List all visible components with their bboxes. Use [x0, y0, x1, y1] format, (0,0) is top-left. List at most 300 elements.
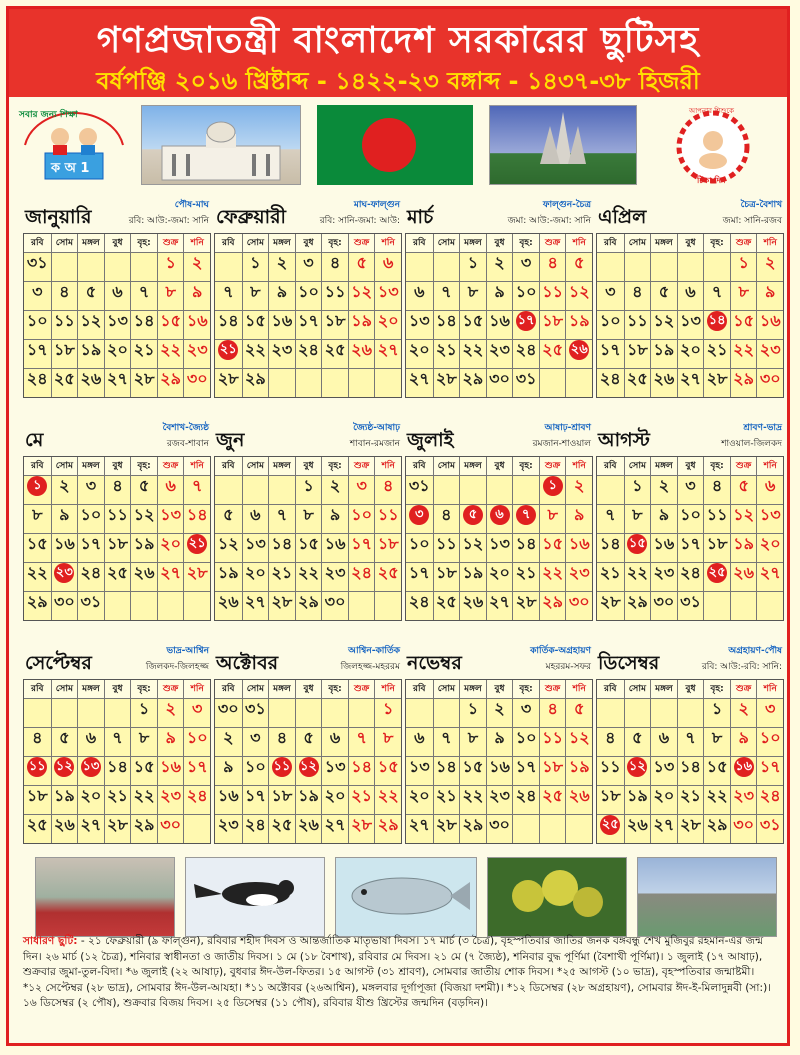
day-cell [268, 505, 295, 533]
day-cell [268, 282, 295, 310]
notes-text: - ২১ ফেব্রুয়ারী (৯ ফাল্গুন), রবিবার শহীদ দিবস ও আন্তর্জাতিক মাতৃভাষা দিবস। ১৭ মার্চ (৩ চৈত্র), বৃহস্পতিবার জাতির জনক বঙ্গবন্ধু শেখ মুজিবুর রহমান-এর জন্ম দিন। ২৬ মার্চ (১২ চৈত্র), শনিবার স্বাধীনতা ও জাতীয় দিবস। ১ মে (১৮ বৈশাখ), রবিবার মে দিবস। ২১ মে (৭ জ্যৈষ্ঠ), শনিবার বুদ্ধ পূর্ণিমা (বৈশাখী পূর্ণিমা)। ১ জুলাই (১৭ আষাঢ়), শুক্রবার জুমা-তুল-বিদা। *৬ জুলাই (২২ আষাঢ়), বুধবার ঈদ-উল-ফিতর। ১৫ আগস্ট (৩১ শ্রাবণ), সোমবার জাতীয় শোক দিবস। *২৫ আগস্ট (১০ ভাদ্র), বৃহস্পতিবার জন্মাষ্টমী। *১২ সেপ্টেম্বর (২৮ ভাদ্র), সোমবার ঈদ-উল-আযহা। *১১ অক্টোবর (২৬আশ্বিন), মঙ্গলবার দূর্গাপূজা (বিজয়া দশমী)। *১২ ডিসেম্বর (২৮ অগ্রহায়ণ), সোমবার ঈদ-ই-মিলাদুন্নবী (সা:)। ১৬ ডিসেম্বর (২ পৌষ), শুক্রবার বিজয় দিবস। ২৫ ডিসেম্বর (১১ পৌষ), রবিবার যীশু খ্রিস্টের জন্মদিন (বড়দিন)। [23, 935, 771, 1009]
date-number: ১ [467, 253, 479, 272]
day-cell [24, 757, 51, 785]
day-cell [374, 534, 401, 562]
day-cell [157, 699, 184, 727]
weekday-label: শনি [565, 457, 592, 475]
day-cell [321, 534, 348, 562]
day-cell [51, 786, 78, 814]
weekday-label: রবি [413, 684, 426, 694]
day-cell [565, 563, 592, 591]
day-cell [295, 699, 322, 727]
week-row [597, 533, 783, 562]
date-number: ১৮ [599, 786, 621, 805]
date-number: ৩০ [653, 592, 675, 611]
day-cell [295, 563, 322, 591]
weekday-label: শনি [374, 234, 401, 252]
day-cell [374, 282, 401, 310]
day-cell [268, 757, 295, 785]
date-number: ২৭ [653, 815, 675, 834]
date-number: ২৯ [133, 815, 155, 834]
date-number: ২১ [515, 563, 537, 582]
date-number: ২২ [542, 563, 564, 582]
weekday-label: শনি [374, 457, 401, 475]
day-cell [157, 311, 184, 339]
day-cell [51, 311, 78, 339]
week-row [597, 756, 783, 785]
date-number: ১৮ [542, 757, 564, 776]
date-number: ১৫ [706, 757, 728, 776]
day-cell [130, 311, 157, 339]
holiday-date: ২৩ [54, 563, 74, 583]
date-number: ১৫ [298, 534, 319, 553]
week-row [406, 368, 592, 397]
day-cell [459, 757, 486, 785]
date-number: ২৮ [680, 815, 701, 834]
day-cell [268, 699, 295, 727]
date-number: ২ [329, 476, 341, 495]
day-cell [486, 757, 513, 785]
date-number: ৬ [414, 282, 425, 301]
date-number: ২১ [107, 786, 128, 805]
day-cell [130, 592, 157, 620]
day-cell [539, 592, 566, 620]
date-number: ২৪ [186, 786, 208, 805]
date-number: ৬ [112, 282, 123, 301]
hijri-months: জিলকদ-জিলহজ্জ [145, 662, 209, 672]
month-header [405, 197, 593, 233]
title-band [9, 9, 787, 97]
hijri-months: শাওয়াল-জিলকদ [721, 439, 782, 449]
date-number: ২৬ [351, 340, 373, 359]
hijri-months: জমা: সানি-রজব [722, 216, 782, 226]
week-row [597, 814, 783, 843]
date-number: ২৯ [26, 592, 48, 611]
bangla-months: আশ্বিন-কার্তিক [348, 646, 400, 656]
date-number: ১৯ [568, 757, 590, 776]
date-number: ৩১ [515, 369, 537, 388]
holiday-date: ১২ [299, 757, 319, 777]
date-number: ১৬ [489, 757, 510, 776]
day-cell [730, 592, 757, 620]
day-cell [597, 563, 624, 591]
weekday-label: শনি [565, 234, 592, 252]
day-cell [650, 815, 677, 843]
date-number: ৩ [520, 699, 532, 718]
day-cell [77, 786, 104, 814]
day-cell [433, 563, 460, 591]
date-number: ৫ [738, 476, 749, 495]
month-header [405, 420, 593, 456]
day-cell [406, 592, 433, 620]
day-cell [77, 253, 104, 281]
date-number: ২৮ [217, 369, 239, 388]
date-number: ৮ [250, 282, 261, 301]
day-cell [406, 476, 433, 504]
date-number: ১০ [351, 505, 373, 524]
day-cell [459, 728, 486, 756]
date-number: ১৬ [160, 757, 182, 776]
day-cell [242, 534, 269, 562]
date-number: ২৬ [298, 815, 319, 834]
day-cell [295, 282, 322, 310]
date-number: ১৬ [186, 311, 208, 330]
weekday-label: বৃহ: [321, 234, 348, 252]
date-number: ১৬ [759, 311, 781, 330]
weekday-label: সোম [242, 457, 269, 475]
day-cell [24, 369, 51, 397]
date-number: ১০ [759, 728, 781, 747]
day-cell [406, 282, 433, 310]
date-number: ৫ [223, 505, 234, 524]
day-cell [242, 592, 269, 620]
date-number: ২৪ [408, 592, 430, 611]
date-number: ২৭ [377, 340, 399, 359]
day-cell [512, 369, 539, 397]
date-number: ২৬ [80, 369, 102, 388]
date-number: ১৮ [626, 340, 648, 359]
week-row [215, 475, 401, 504]
date-number: ৭ [276, 505, 288, 524]
week-row [406, 475, 592, 504]
date-number: ২৮ [107, 815, 128, 834]
date-number: ২৬ [568, 786, 590, 805]
day-cell [459, 311, 486, 339]
day-cell [374, 369, 401, 397]
day-cell [348, 699, 375, 727]
day-cell [756, 505, 783, 533]
vaccination-badge [649, 105, 777, 185]
date-number: ২০ [244, 563, 266, 582]
date-number: ২৭ [759, 563, 781, 582]
date-number: ৫ [632, 728, 643, 747]
week-row [597, 698, 783, 727]
date-number: ১১ [53, 311, 75, 330]
date-number: ৯ [765, 282, 776, 301]
holiday-date: ১ [27, 476, 47, 496]
week-row [24, 533, 210, 562]
date-number: ১৪ [133, 311, 155, 330]
date-number: ২০ [408, 340, 430, 359]
bangla-months: অগ্রহায়ণ-পৌষ [728, 646, 782, 656]
jackfruit-photo [487, 857, 627, 937]
date-number: ২১ [271, 563, 293, 582]
day-cell [756, 311, 783, 339]
day-cell [677, 311, 704, 339]
date-number: ৯ [59, 505, 70, 524]
day-cell [433, 282, 460, 310]
day-cell [539, 253, 566, 281]
day-cell [459, 476, 486, 504]
day-cell [24, 563, 51, 591]
date-number: ২৫ [53, 369, 75, 388]
day-cell [677, 563, 704, 591]
weekday-label: শনি [756, 457, 783, 475]
day-cell [406, 253, 433, 281]
day-cell [703, 340, 730, 368]
date-number: ১৪ [680, 757, 701, 776]
date-number: ২৮ [186, 563, 208, 582]
month-name: এপ্রিল [598, 206, 647, 228]
day-cell [215, 786, 242, 814]
day-cell [459, 534, 486, 562]
date-number: ৩ [605, 282, 616, 301]
day-cell [624, 815, 651, 843]
date-number: ১৬ [568, 534, 590, 553]
date-number: ৩০ [186, 369, 208, 388]
day-cell [512, 786, 539, 814]
holiday-date: ৩ [409, 505, 429, 525]
day-cell [512, 340, 539, 368]
date-number: ২৫ [271, 815, 293, 834]
day-cell [348, 369, 375, 397]
date-number: ২৪ [680, 563, 701, 582]
date-number: ২ [494, 699, 505, 718]
holiday-date: ২৬ [569, 340, 589, 360]
month-block [596, 643, 784, 844]
weekday-label: শনি [183, 457, 210, 475]
day-cell [730, 476, 757, 504]
day-cell [374, 505, 401, 533]
day-cell [268, 534, 295, 562]
date-number: ২৮ [133, 369, 155, 388]
day-cell [295, 815, 322, 843]
holiday-date: ১১ [27, 757, 47, 777]
day-cell [104, 340, 131, 368]
education-badge-text: সবার জন্য শিক্ষা [19, 110, 78, 120]
day-cell [650, 699, 677, 727]
day-cell [756, 728, 783, 756]
weekday-label: মঙ্গল [650, 234, 677, 252]
day-cell [268, 311, 295, 339]
month-header [214, 643, 402, 679]
weekday-label: বৃহ: [321, 457, 348, 475]
weekday-label: বুধ [677, 457, 704, 475]
week-row [215, 756, 401, 785]
day-cell [756, 757, 783, 785]
date-number: ৯ [494, 282, 505, 301]
date-number: ২৩ [568, 563, 590, 582]
month-block [23, 197, 211, 398]
date-number: ৩১ [26, 253, 48, 272]
holiday-date: ১১ [272, 757, 292, 777]
day-cell [650, 563, 677, 591]
date-number: ২০ [680, 340, 701, 359]
hijri-months: রবি: আউ:-রবি: সানি: [701, 662, 782, 672]
date-number: ১০ [680, 505, 701, 524]
day-cell [597, 786, 624, 814]
day-cell [157, 815, 184, 843]
day-cell [51, 563, 78, 591]
day-cell [242, 563, 269, 591]
date-number: ২৪ [351, 563, 373, 582]
week-row [597, 785, 783, 814]
day-cell [374, 757, 401, 785]
day-cell [348, 563, 375, 591]
date-number: ৪ [547, 699, 558, 718]
day-cell [539, 757, 566, 785]
day-cell [104, 476, 131, 504]
day-cell [77, 476, 104, 504]
week-row [597, 310, 783, 339]
header-images [9, 105, 787, 189]
date-number: ১৮ [435, 563, 457, 582]
week-row [215, 698, 401, 727]
weekday-label: বুধ [295, 457, 322, 475]
day-cell [295, 786, 322, 814]
bird-icon [186, 858, 324, 930]
weekday-label: শনি [565, 680, 592, 698]
day-cell [104, 592, 131, 620]
date-number: ১৮ [377, 534, 399, 553]
weekday-label: সোম [433, 234, 460, 252]
day-cell [512, 505, 539, 533]
weekday-header [215, 680, 401, 698]
date-number: ৭ [441, 282, 452, 301]
day-cell [77, 311, 104, 339]
month-header [596, 643, 784, 679]
hilsa-fish-photo [335, 857, 477, 937]
date-number: ১৭ [186, 757, 208, 776]
day-cell [512, 592, 539, 620]
month-block [405, 643, 593, 844]
date-number: ২৮ [515, 592, 537, 611]
date-number: ২২ [133, 786, 155, 805]
weekday-label: শনি [183, 680, 210, 698]
day-cell [157, 563, 184, 591]
day-cell [650, 282, 677, 310]
vaccine-badge-bottom: টিকা দিন [697, 176, 726, 185]
day-cell [374, 253, 401, 281]
day-cell [295, 311, 322, 339]
day-cell [157, 476, 184, 504]
day-cell [374, 699, 401, 727]
day-cell [215, 592, 242, 620]
date-number: ২৬ [733, 563, 755, 582]
day-cell [104, 282, 131, 310]
vaccine-badge-top: আপনার শিশুকে [689, 107, 735, 115]
day-cell [215, 757, 242, 785]
date-number: ১৫ [542, 534, 564, 553]
bangla-months: জ্যৈষ্ঠ-আষাঢ় [353, 423, 400, 433]
day-cell [677, 369, 704, 397]
day-cell [486, 369, 513, 397]
day-cell [703, 534, 730, 562]
date-number: ২২ [244, 340, 266, 359]
date-number: ১৭ [408, 563, 430, 582]
day-cell [104, 311, 131, 339]
fish-icon [336, 858, 476, 930]
date-number: ১২ [80, 311, 102, 330]
day-cell [215, 534, 242, 562]
date-number: ২৬ [626, 815, 648, 834]
date-number: ২১ [133, 340, 155, 359]
date-number: ১৬ [653, 534, 675, 553]
weekday-label: বুধ [486, 234, 513, 252]
day-cell [730, 699, 757, 727]
date-number: ১১ [324, 282, 346, 301]
day-cell [565, 815, 592, 843]
date-number: ১৯ [462, 563, 484, 582]
week-row [24, 591, 210, 620]
month-header [23, 643, 211, 679]
day-cell [321, 253, 348, 281]
date-number: ১১ [706, 505, 728, 524]
weekday-label: শনি [374, 680, 401, 698]
day-cell [650, 592, 677, 620]
weekday-label: মঙ্গল [77, 680, 104, 698]
day-cell [77, 592, 104, 620]
day-cell [565, 728, 592, 756]
day-cell [242, 253, 269, 281]
date-number: ৩ [520, 253, 532, 272]
date-number: ২০ [653, 786, 675, 805]
date-number: ২৮ [599, 592, 621, 611]
date-number: ১৭ [351, 534, 373, 553]
day-cell [459, 369, 486, 397]
date-number: ১৪ [435, 311, 457, 330]
day-cell [242, 699, 269, 727]
date-number: ১৪ [599, 534, 621, 553]
day-cell [130, 757, 157, 785]
week-row [24, 252, 210, 281]
date-number: ১৪ [271, 534, 293, 553]
date-number: ৬ [685, 282, 696, 301]
month-name: সেপ্টেম্বর [25, 652, 92, 674]
month-name: অক্টোবর [216, 652, 279, 674]
date-number: ৪ [632, 282, 643, 301]
day-cell [242, 340, 269, 368]
week-row [24, 475, 210, 504]
date-number: ১৪ [435, 757, 457, 776]
week-row [406, 339, 592, 368]
day-cell [512, 282, 539, 310]
day-cell [756, 282, 783, 310]
month-grid [214, 233, 402, 398]
weekday-label: সোম [51, 680, 78, 698]
date-number: ২০ [324, 786, 346, 805]
day-cell [77, 815, 104, 843]
date-number: ১৪ [515, 534, 537, 553]
day-cell [51, 505, 78, 533]
day-cell [730, 369, 757, 397]
day-cell [77, 699, 104, 727]
date-number: ১৮ [26, 786, 48, 805]
week-row [215, 368, 401, 397]
day-cell [406, 534, 433, 562]
day-cell [730, 253, 757, 281]
date-number: ১২ [217, 534, 239, 553]
day-cell [433, 592, 460, 620]
day-cell [374, 728, 401, 756]
day-cell [268, 563, 295, 591]
weekday-label: শুক্র [157, 457, 184, 475]
date-number: ১০ [408, 534, 430, 553]
date-number: ১৯ [568, 311, 590, 330]
day-cell [512, 311, 539, 339]
date-number: ২২ [706, 786, 728, 805]
day-cell [486, 505, 513, 533]
day-cell [77, 282, 104, 310]
day-cell [183, 340, 210, 368]
day-cell [539, 699, 566, 727]
date-number: ২৯ [706, 815, 728, 834]
date-number: ১ [467, 699, 479, 718]
day-cell [24, 786, 51, 814]
month-header [23, 197, 211, 233]
hijri-months: রবি: আউ:-জমা: সানি [128, 216, 209, 226]
holiday-date: ১৩ [81, 757, 101, 777]
